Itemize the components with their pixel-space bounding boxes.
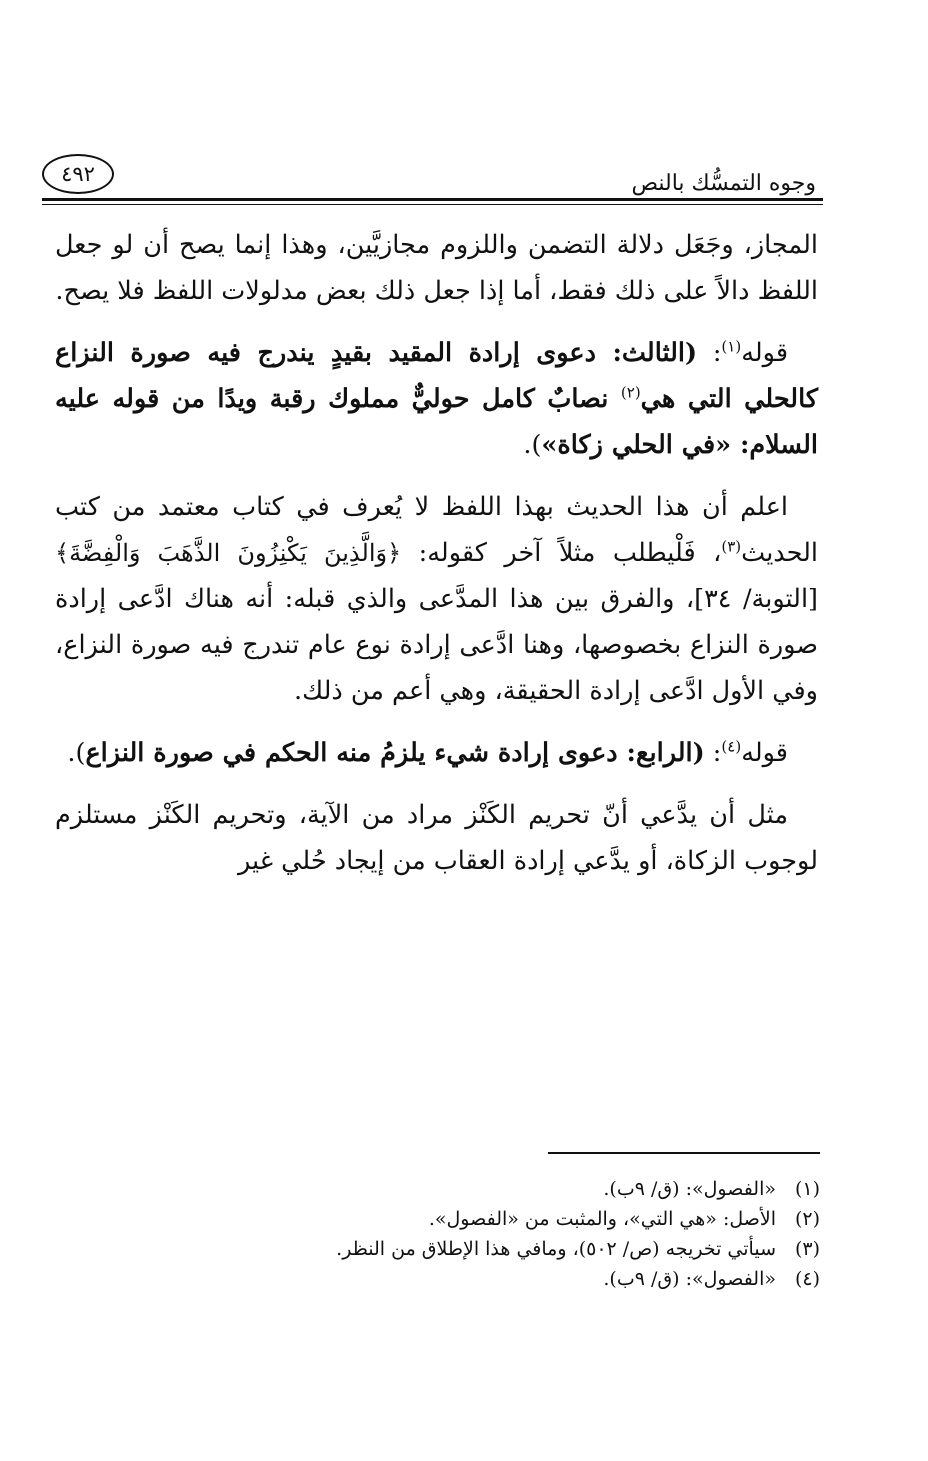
- footnote-number: (١): [794, 1178, 820, 1200]
- footnote-number: (٣): [794, 1238, 820, 1260]
- text-run: ، فَلْيطلب مثلاً آخر كقوله:: [401, 538, 722, 568]
- text-run: مثل أن يدَّعي أنّ تحريم الكَنْز مراد من الآية، وتحريم الكَنْز مستلزم لوجوب الزكاة، أو يدَّعي إرادة العقاب من إيجاد حُلي غير: [55, 800, 818, 876]
- footnote-item: [120, 1204, 820, 1234]
- footnote-text: «الفصول»: (ق/ ٩ب).: [603, 1178, 776, 1200]
- verse-citation: [التوبة/ ٣٤]: [694, 584, 818, 614]
- footnotes: [120, 1174, 820, 1294]
- paragraph-3: [55, 484, 818, 714]
- footnote-separator: [548, 1152, 820, 1154]
- text-run: اعلم أن هذا الحديث بهذا اللفظ لا يُعرف في كتاب معتمد من كتب الحديث: [55, 492, 818, 568]
- header-rule-thick: [42, 198, 823, 201]
- footnote-ref-1: (١): [721, 337, 742, 356]
- header-rule-thin: [42, 204, 823, 205]
- footnote-ref-4: (٤): [721, 737, 742, 756]
- page-header: [42, 150, 822, 202]
- footnote-item: [120, 1234, 820, 1264]
- footnote-text: الأصل: «هي التي»، والمثبت من «الفصول».: [428, 1208, 776, 1230]
- quran-verse: ﴿وَالَّذِينَ يَكْنِزُونَ الذَّهَبَ وَالْفِضَّةَ﴾: [55, 539, 402, 567]
- quoted-text-bold: (الثالث: دعوى إرادة المقيد بقيدٍ يندرج فيه صورة النزاع كالحلي التي هي: [55, 338, 818, 414]
- colon: :: [697, 338, 722, 368]
- footnote-text: «الفصول»: (ق/ ٩ب).: [603, 1268, 776, 1290]
- page-number-badge: ٤٩٢: [42, 154, 114, 194]
- running-title: وجوه التمسُّك بالنص: [631, 171, 816, 196]
- quoted-text-bold: (الرابع: دعوى إرادة شيء يلزمُ منه الحكم في صورة النزاع: [85, 738, 705, 768]
- quote-end: ).: [67, 738, 86, 768]
- footnote-item: [120, 1264, 820, 1294]
- footnote-ref-2: (٢): [620, 383, 641, 402]
- footnote-text: سيأتي تخريجه (ص/ ٥٠٢)، ومافي هذا الإطلاق من النظر.: [336, 1238, 776, 1260]
- colon: :: [704, 738, 722, 768]
- paragraph-1: المجاز، وجَعَل دلالة التضمن واللزوم مجازيَّين، وهذا إنما يصح أن لو جعل اللفظ دالاً على ذلك فقط، أما إذا جعل ذلك بعض مدلولات اللفظ فلا يصح.: [55, 230, 818, 306]
- quote-lead: قوله: [741, 738, 788, 768]
- footnote-number: (٢): [794, 1208, 820, 1230]
- quote-end: ).: [523, 430, 542, 460]
- quoted-text-bold: نصابٌ كامل حوليٌّ مملوك رقبة ويدًا من قوله عليه السلام: «في الحلي زكاة»: [55, 384, 818, 460]
- paragraph-5: [55, 792, 818, 884]
- footnote-number: (٤): [794, 1268, 820, 1290]
- footnote-item: [120, 1174, 820, 1204]
- paragraph-2: [55, 330, 818, 468]
- quote-lead: قوله: [741, 338, 789, 368]
- footnote-ref-3: (٣): [721, 537, 742, 556]
- body-text: [55, 222, 818, 884]
- paragraph-4: [55, 730, 818, 776]
- text-run: ، والفرق بين هذا المدَّعى والذي قبله: أنه هناك ادَّعى إرادة صورة النزاع بخصوصها، وهنا ادَّعى إرادة نوع عام تندرج فيه صورة النزاع، وفي الأول ادَّعى إرادة الحقيقة، وهي أعم من ذلك.: [55, 584, 818, 706]
